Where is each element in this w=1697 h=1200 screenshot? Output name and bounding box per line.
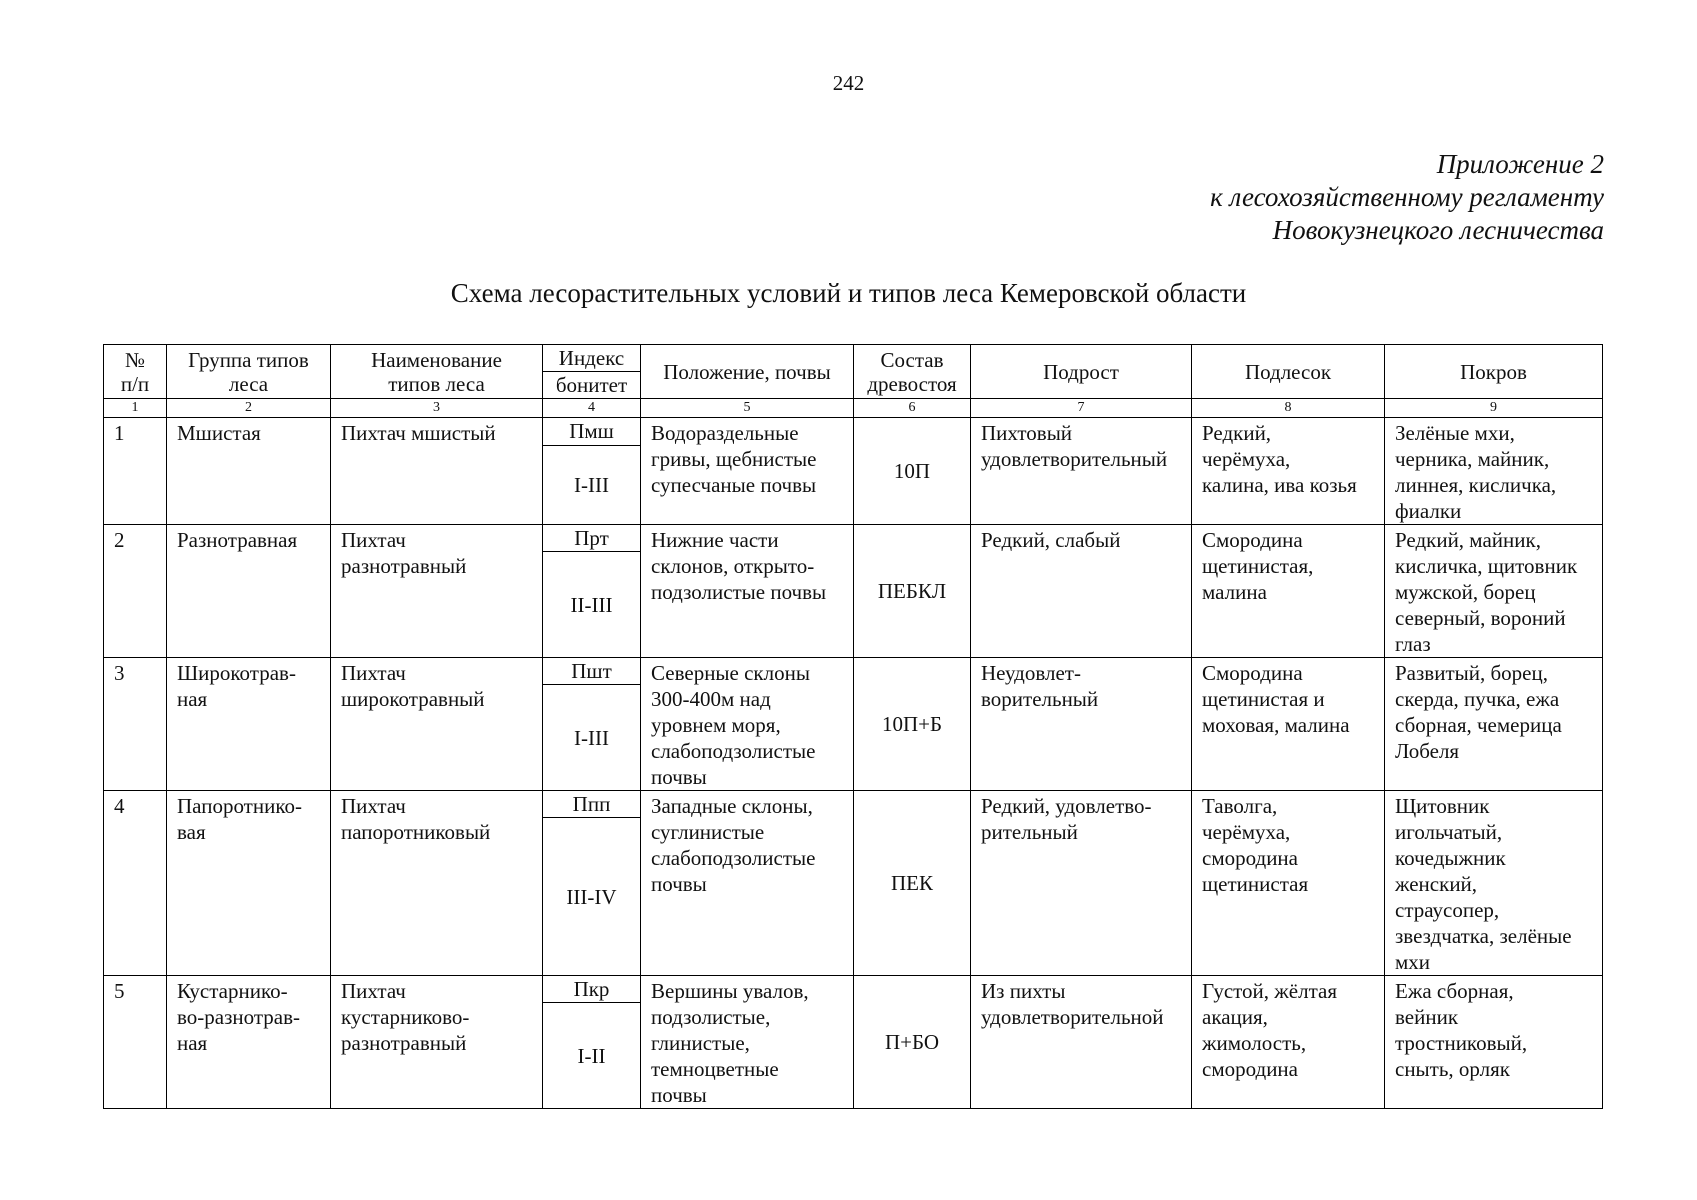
row-number: 1	[104, 418, 167, 525]
header-bonitet: бонитет	[543, 372, 641, 399]
undergrowth: Неудовлет- ворительный	[971, 658, 1192, 791]
row-number: 3	[104, 658, 167, 791]
column-number: 5	[641, 399, 854, 418]
undergrowth: Из пихты удовлетворительной	[971, 976, 1192, 1109]
column-number: 7	[971, 399, 1192, 418]
position-soils: Западные склоны, суглинистые слабоподзолистые почвы	[641, 791, 854, 976]
stand-composition: ПЕК	[854, 791, 971, 976]
appendix-note	[1210, 148, 1604, 247]
ground-cover: Редкий, майник, кисличка, щитовник мужской, борец северный, вороний глаз	[1385, 525, 1603, 658]
header-name: Наименование типов леса	[331, 345, 543, 399]
header-undergrowth: Подрост	[971, 345, 1192, 399]
bonitet: I-II	[543, 1003, 641, 1109]
forest-type-name: Пихтач разнотравный	[331, 525, 543, 658]
column-number: 4	[543, 399, 641, 418]
forest-type-index: Пмш	[543, 418, 641, 446]
stand-composition: 10П+Б	[854, 658, 971, 791]
underbrush: Густой, жёлтая акация, жимолость, смородина	[1192, 976, 1385, 1109]
undergrowth: Редкий, удовлетво- рительный	[971, 791, 1192, 976]
forest-group: Широкотрав- ная	[167, 658, 331, 791]
forest-types-table	[103, 344, 1603, 1109]
column-number: 3	[331, 399, 543, 418]
column-number: 9	[1385, 399, 1603, 418]
ground-cover: Щитовник игольчатый, кочедыжник женский, страусопер, звездчатка, зелёные мхи	[1385, 791, 1603, 976]
table-row	[104, 525, 1603, 552]
column-number: 6	[854, 399, 971, 418]
table-row	[104, 418, 1603, 446]
underbrush: Смородина щетинистая и моховая, малина	[1192, 658, 1385, 791]
header-composition: Состав древостоя	[854, 345, 971, 399]
appendix-line-3: Новокузнецкого лесничества	[1272, 215, 1604, 245]
forest-group: Папоротнико- вая	[167, 791, 331, 976]
bonitet: III-IV	[543, 818, 641, 976]
underbrush: Смородина щетинистая, малина	[1192, 525, 1385, 658]
header-index: Индекс	[543, 345, 641, 372]
stand-composition: П+БО	[854, 976, 971, 1109]
ground-cover: Развитый, борец, скерда, пучка, ежа сборная, чемерица Лобеля	[1385, 658, 1603, 791]
forest-type-name: Пихтач папоротниковый	[331, 791, 543, 976]
position-soils: Северные склоны 300-400м над уровнем моря, слабоподзолистые почвы	[641, 658, 854, 791]
bonitet: I-III	[543, 685, 641, 791]
position-soils: Вершины увалов, подзолистые, глинистые, темноцветные почвы	[641, 976, 854, 1109]
column-number-row	[104, 399, 1603, 418]
forest-group: Разнотравная	[167, 525, 331, 658]
row-number: 2	[104, 525, 167, 658]
ground-cover: Зелёные мхи, черника, майник, линнея, кисличка, фиалки	[1385, 418, 1603, 525]
forest-type-name: Пихтач кустарниково- разнотравный	[331, 976, 543, 1109]
header-cover: Покров	[1385, 345, 1603, 399]
column-number: 1	[104, 399, 167, 418]
forest-type-index: Прт	[543, 525, 641, 552]
stand-composition: ПЕБКЛ	[854, 525, 971, 658]
forest-type-name: Пихтач широкотравный	[331, 658, 543, 791]
header-row	[104, 345, 1603, 372]
forest-group: Кустарнико- во-разнотрав- ная	[167, 976, 331, 1109]
row-number: 4	[104, 791, 167, 976]
forest-type-index: Ппп	[543, 791, 641, 818]
undergrowth: Редкий, слабый	[971, 525, 1192, 658]
bonitet: I-III	[543, 445, 641, 525]
row-number: 5	[104, 976, 167, 1109]
table-row	[104, 791, 1603, 818]
page-number: 242	[832, 71, 865, 95]
underbrush: Редкий, черёмуха, калина, ива козья	[1192, 418, 1385, 525]
stand-composition: 10П	[854, 418, 971, 525]
bonitet: II-III	[543, 552, 641, 658]
appendix-line-1: Приложение 2	[1436, 149, 1604, 179]
position-soils: Нижние части склонов, открыто- подзолистые почвы	[641, 525, 854, 658]
header-underbrush: Подлесок	[1192, 345, 1385, 399]
ground-cover: Ежа сборная, вейник тростниковый, сныть, орляк	[1385, 976, 1603, 1109]
forest-type-name: Пихтач мшистый	[331, 418, 543, 525]
column-number: 8	[1192, 399, 1385, 418]
header-position: Положение, почвы	[641, 345, 854, 399]
header-group: Группа типов леса	[167, 345, 331, 399]
appendix-line-2: к лесохозяйственному регламенту	[1210, 182, 1604, 212]
forest-type-index: Пшт	[543, 658, 641, 685]
document-title: Схема лесорастительных условий и типов леса Кемеровской области	[450, 278, 1247, 308]
position-soils: Водораздельные гривы, щебнистые супесчаные почвы	[641, 418, 854, 525]
table-row	[104, 976, 1603, 1003]
header-num: № п/п	[104, 345, 167, 399]
column-number: 2	[167, 399, 331, 418]
undergrowth: Пихтовый удовлетворительный	[971, 418, 1192, 525]
underbrush: Таволга, черёмуха, смородина щетинистая	[1192, 791, 1385, 976]
table-row	[104, 658, 1603, 685]
forest-group: Мшистая	[167, 418, 331, 525]
forest-type-index: Пкр	[543, 976, 641, 1003]
